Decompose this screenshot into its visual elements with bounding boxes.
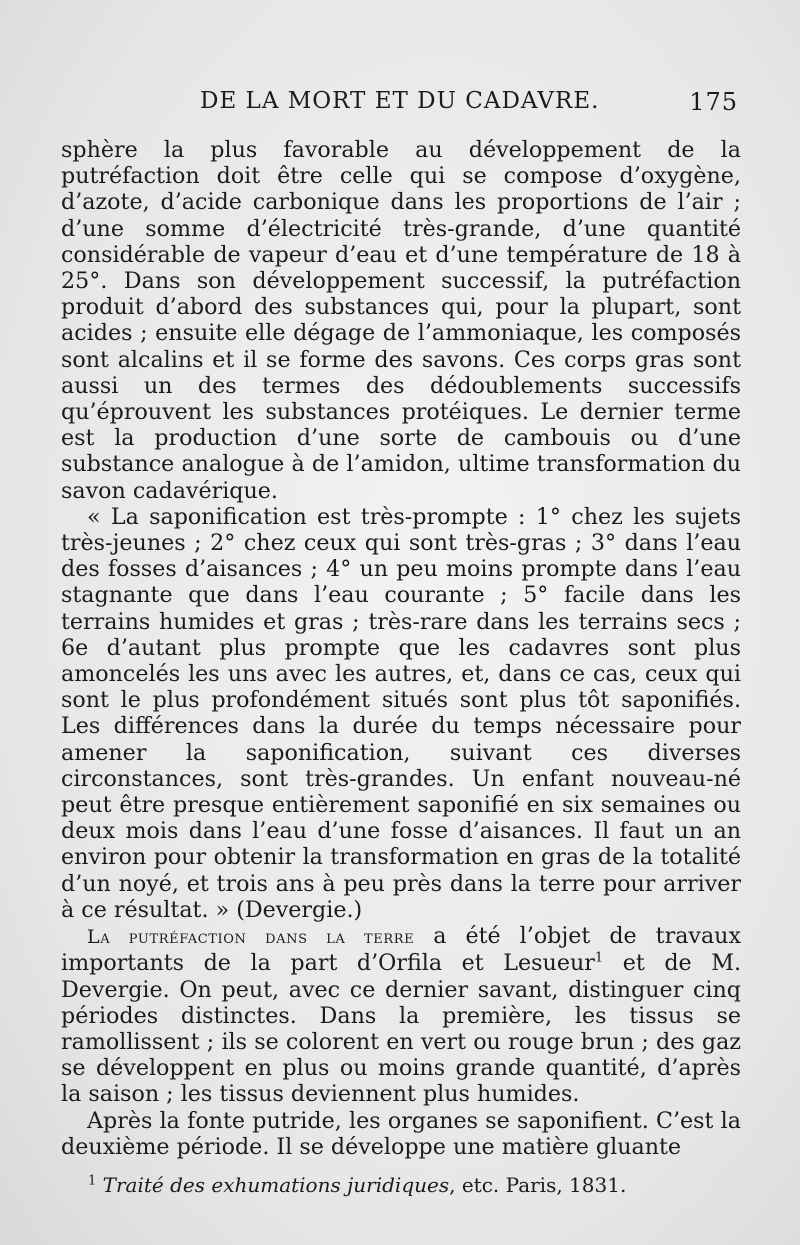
paragraph-1: sphère la plus favorable au développement de la putréfaction doit être celle qui se compose d’oxygène, d’azote, d’acide carbonique dans les proportions de l’air ; d’une somme d’électricité très-grande, d’une quantité considérable de vapeur d’eau et d’une température de 18 à 25°. Dans son développement successif, la putréfaction produit d’abord des substances qui, pour la plupart, sont acides ; ensuite elle dégage de l’ammoniaque, les composés sont alcalins et il se forme des savons. Ces corps gras sont aussi un des termes des dédoublements successifs qu’éprouvent les substances protéiques. Le dernier terme est la production d’une sorte de cambouis ou d’une substance analogue à de l’amidon, ultime transformation du savon cadavérique. [61,137,741,504]
footnote-rest: , etc. Paris, 1831. [449,1173,627,1197]
footnote-reference: 1 [594,950,604,966]
paragraph-2: « La saponification est très-prompte : 1° chez les sujets très-jeunes ; 2° chez ceux qui sont très-gras ; 3° dans l’eau des fosses d’aisances ; 4° un peu moins prompte dans l’eau stagnante que dans l’eau courante ; 5° facile dans les terrains humides et gras ; très-rare dans les terrains secs ; 6e d’autant plus prompte que les cadavres sont plus amoncelés les uns avec les autres, et, dans ce cas, ceux qui sont le plus profondément situés sont plus tôt saponifiés. Les différences dans la durée du temps nécessaire pour amener la saponification, suivant ces diverses circonstances, sont très-grandes. Un enfant nouveau-né peut être presque entièrement saponifié en six semaines ou deux mois dans l’eau d’une fosse d’aisances. Il faut un an environ pour obtenir la transformation en gras de la totalité d’un noyé, et trois ans à peu près dans la terre pour arriver à ce résultat. » (Devergie.) [61,503,741,923]
footnote [88,1172,748,1198]
paragraph-4: Après la fonte putride, les organes se saponifient. C’est la deuxième période. Il se développe une matière gluante [61,1107,741,1160]
paragraph-3-text-a: a été l’objet de travaux importants de la part d’Orfila et Lesueur [61,923,741,977]
footnote-mark: 1 [88,1173,97,1189]
page-number: 175 [689,88,738,116]
page-header [200,88,738,120]
footnote-title: Traité des exhumations juridiques [102,1173,450,1197]
body-text [61,137,741,1160]
running-title: DE LA MORT ET DU CADAVRE. [200,88,600,114]
paragraph-3-text-b: et de M. Devergie. On peut, avec ce dernier savant, distinguer cinq périodes distinctes. Dans la première, les tissus se ramollissent ; ils se colorent en vert ou rouge brun ; des gaz se développent en plus ou moins grande quantité, d’après la saison ; les tissus deviennent plus humides. [61,950,741,1108]
paragraph-3 [61,923,741,1107]
paragraph-3-lead: La putréfaction dans la terre [87,926,415,949]
